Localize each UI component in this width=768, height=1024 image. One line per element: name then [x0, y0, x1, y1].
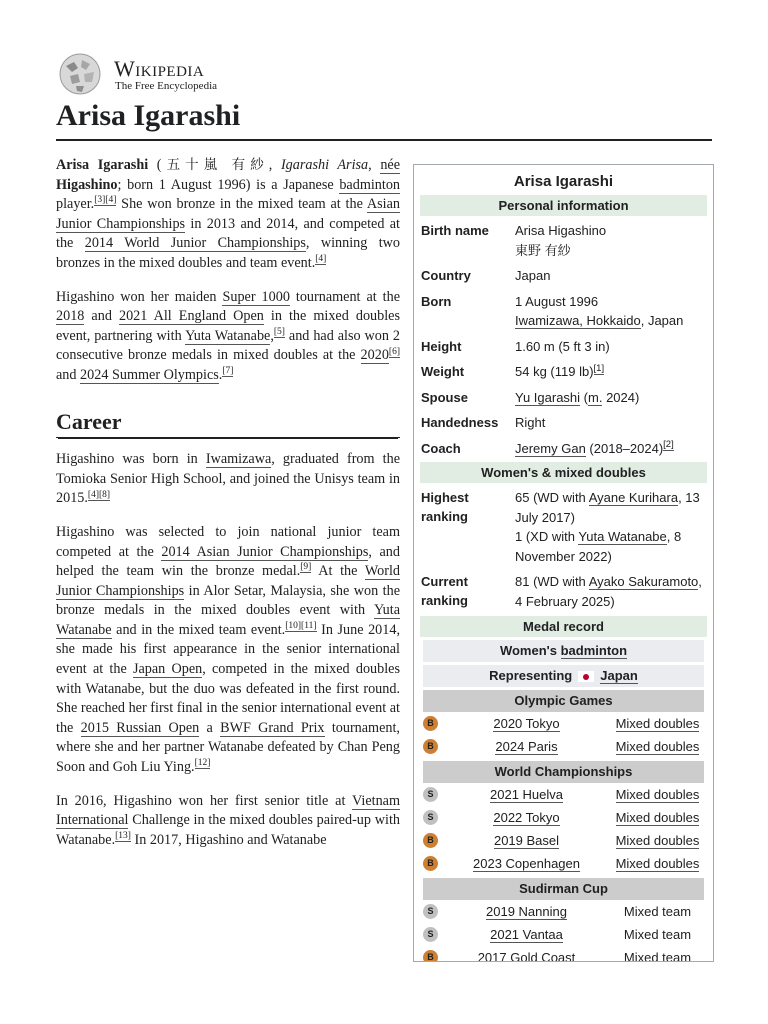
birth-name-value — [515, 221, 705, 260]
text: Challenge in the mixed doubles paired-up with Watanabe. — [56, 812, 400, 848]
text: At the — [311, 563, 365, 580]
coach-value — [515, 439, 705, 459]
silver-medal-icon: S — [423, 904, 438, 919]
bronze-medal-icon: B — [423, 856, 438, 871]
doubles-header: Women's & mixed doubles — [420, 462, 707, 483]
citation[interactable]: [4] — [105, 195, 117, 206]
silver-medal-icon: S — [423, 927, 438, 942]
medal-event-link[interactable]: 2019 Basel — [493, 833, 560, 848]
career-heading: Career — [56, 412, 400, 439]
asian-junior-link[interactable]: Asian Junior Championships — [56, 196, 400, 232]
text: tournament, where she and her partner Watanabe defeated by Chan Peng Soon and Goh Liu Ying. — [56, 719, 400, 776]
page-title: Arisa Igarashi — [56, 97, 712, 141]
career-paragraph-2 — [56, 523, 400, 778]
citation[interactable]: [3] — [94, 195, 106, 206]
weight-row — [420, 359, 707, 385]
citation[interactable]: [11] — [301, 621, 317, 632]
text: in the mixed doubles event, partnering with — [56, 308, 400, 344]
text: , 13 July 2017) — [515, 490, 700, 525]
wikipedia-globe-icon[interactable] — [56, 52, 104, 96]
coach-label: Coach — [421, 440, 461, 456]
medal-event — [442, 927, 611, 942]
text: Higashino was born in — [56, 451, 206, 468]
spouse-label: Spouse — [421, 389, 468, 405]
medal-category — [611, 833, 704, 848]
partner-link[interactable]: Yuta Watanabe — [578, 529, 667, 544]
site-wordmark[interactable]: Wikipedia — [114, 56, 205, 81]
infobox — [413, 164, 714, 962]
japan-link[interactable]: Japan — [600, 668, 638, 683]
highest-ranking-row — [420, 485, 707, 569]
asian-junior-2014-link[interactable]: 2014 Asian Junior Championships — [161, 543, 369, 560]
subject-name: Arisa Igarashi — [56, 157, 149, 173]
height-value: 1.60 m (5 ft 3 in) — [515, 338, 610, 354]
romaji-name: Igarashi Arisa — [280, 157, 369, 173]
text: Higashino won her maiden — [56, 288, 223, 305]
japan-open-link[interactable]: Japan Open — [132, 661, 203, 678]
medal-event — [442, 950, 611, 962]
citation[interactable]: [4] — [315, 254, 327, 265]
medal-event-link[interactable]: 2020 Tokyo — [493, 716, 560, 731]
text: In June 2014, she made his first appearance in the senior international event at the — [56, 621, 400, 678]
russian-open-link[interactable]: 2015 Russian Open — [80, 719, 200, 736]
current-ranking-row — [420, 569, 707, 614]
highest-ranking-wd — [515, 488, 705, 527]
text: Higashino was selected to join national junior team competed at the — [56, 523, 400, 560]
partner-link[interactable]: Ayako Sakuramoto — [588, 574, 699, 589]
representing-row — [423, 665, 704, 687]
medal-event-link[interactable]: 2024 Paris — [495, 739, 558, 754]
medal-category-link[interactable]: Mixed doubles — [615, 787, 700, 802]
text: in 2013 and 2014, and competed at the — [56, 215, 400, 252]
text: a — [199, 719, 221, 736]
grand-prix-link[interactable]: BWF Grand Prix — [220, 719, 325, 736]
citation[interactable]: [9] — [300, 562, 312, 573]
citation[interactable]: [5] — [273, 327, 285, 338]
olympics-2024-link[interactable]: 2024 Summer Olympics — [80, 366, 219, 383]
all-england-link[interactable]: 2021 All England Open — [118, 308, 264, 325]
citation[interactable]: [4] — [87, 489, 99, 500]
height-label: Height — [421, 338, 462, 354]
text: , and helped the team win the bronze medal. — [56, 543, 400, 580]
medal-event — [442, 739, 611, 754]
born-row — [420, 289, 707, 334]
iwamizawa-link[interactable]: Iwamizawa — [205, 451, 272, 468]
handedness-value: Right — [515, 415, 546, 430]
career-paragraph-1 — [56, 450, 400, 509]
super-1000-link[interactable]: Super 1000 — [222, 288, 290, 305]
text: 1 (XD with — [515, 529, 579, 544]
world-junior-link[interactable]: 2014 World Junior Championships — [84, 235, 306, 252]
born-date: 1 August 1996 — [515, 293, 599, 309]
medal-event-link[interactable]: 2023 Copenhagen — [473, 856, 580, 871]
medal-event — [442, 856, 611, 871]
birth-name-label: Birth name — [421, 223, 489, 238]
text: , 4 February 2025) — [515, 574, 702, 609]
text: 65 (WD with — [515, 490, 589, 505]
medal-category — [611, 739, 704, 754]
medal-category-link[interactable]: Mixed doubles — [615, 810, 700, 825]
coach-years: (2018–2024) — [585, 440, 664, 456]
medal-category: Mixed team — [623, 927, 692, 942]
current-ranking-value — [515, 572, 705, 611]
personal-info-header: Personal information — [420, 195, 707, 216]
text: tournament at the — [289, 288, 400, 305]
text: In 2017, Higashino and Watanabe — [130, 831, 327, 848]
medal-category-link[interactable]: Mixed doubles — [615, 856, 700, 871]
nee-link[interactable]: née — [380, 157, 401, 173]
lead-paragraph-2 — [56, 288, 400, 386]
representing-label: Representing — [489, 668, 573, 683]
bronze-medal-icon: B — [423, 716, 438, 731]
sport-header — [423, 640, 704, 662]
medal-category — [611, 716, 704, 731]
text: 81 (WD with — [515, 574, 589, 589]
medal-row — [423, 829, 704, 852]
medal-event-link[interactable]: 2021 Huelva — [490, 787, 563, 802]
birth-surname: Higashino — [56, 176, 118, 193]
text: She won bronze in the mixed team at the — [116, 196, 367, 213]
citation[interactable]: [8] — [99, 489, 111, 500]
site-header — [56, 52, 712, 96]
japanese-name: 五十嵐 有紗 — [161, 157, 269, 173]
lead-paragraph-1: Arisa Igarashi (五十嵐 有紗, Igarashi Arisa, née Higashino; born 1 August 1996) is a Japanese badminton player.[3][4] She won bronze in the mixed team at the Asian Junior Championships in 2013 and 2014, and competed at the 2014 World Junior Championships, winning two bronzes in the mixed doubles and team event.[4] — [56, 157, 401, 271]
highest-ranking-xd — [515, 527, 705, 566]
citation[interactable]: [2] — [663, 439, 674, 451]
medal-row — [423, 712, 704, 735]
medal-row — [423, 900, 704, 923]
handedness-label: Handedness — [421, 415, 499, 430]
coach-link[interactable]: Jeremy Gan — [515, 440, 586, 456]
sudirman-medals — [414, 900, 713, 962]
world-junior-link[interactable]: World Junior Championships — [56, 563, 400, 599]
text: , graduated from the Tomioka Senior High School, and joined the Unisys team in 2015. — [56, 451, 400, 507]
country-label: Country — [421, 268, 471, 283]
medal-category — [611, 856, 704, 871]
medal-category: Mixed team — [623, 950, 692, 962]
weight-value — [515, 362, 705, 382]
medal-category-link[interactable]: Mixed doubles — [615, 716, 700, 731]
text: ; born 1 August 1996) is a Japanese — [117, 176, 334, 193]
text: and in the mixed team event. — [111, 621, 286, 638]
text: and had also won 2 consecutive bronze medals in mixed doubles at the — [56, 327, 400, 364]
worlds-header: World Championships — [423, 761, 704, 783]
highest-ranking-value — [515, 488, 705, 566]
olympics-medals — [414, 712, 713, 758]
country-value: Japan — [515, 268, 551, 283]
bronze-medal-icon: B — [423, 739, 438, 754]
citation[interactable]: [10] — [285, 621, 302, 632]
japan-flag-icon — [578, 671, 594, 682]
spouse-link[interactable]: Yu Igarashi — [515, 389, 581, 405]
medal-category-link[interactable]: Mixed doubles — [615, 833, 700, 848]
medal-event — [442, 787, 611, 802]
medal-row — [423, 852, 704, 875]
bronze-medal-icon: B — [423, 833, 438, 848]
medal-event — [442, 904, 611, 919]
olympics-2020-link[interactable]: 2020 — [360, 347, 389, 364]
coach-row — [420, 436, 707, 462]
weight-label: Weight — [421, 364, 465, 379]
citation[interactable]: [12] — [194, 758, 211, 769]
sudirman-header: Sudirman Cup — [423, 878, 704, 900]
born-city-link[interactable]: Iwamizawa, Hokkaido — [515, 313, 641, 328]
medal-event-link[interactable]: 2017 Gold Coast — [478, 950, 576, 962]
born-label: Born — [421, 293, 452, 309]
medal-row — [423, 735, 704, 758]
silver-medal-icon: S — [423, 810, 438, 825]
handedness-row — [420, 410, 707, 436]
medal-event-link[interactable]: 2022 Tokyo — [493, 810, 560, 825]
born-value — [515, 292, 705, 331]
medal-event-link[interactable]: 2019 Nanning — [486, 904, 567, 919]
married-link[interactable]: m. — [588, 389, 603, 405]
medal-event — [442, 716, 611, 731]
medal-row — [423, 806, 704, 829]
country-row — [420, 263, 707, 289]
text: , — [270, 327, 274, 344]
medal-row — [423, 923, 704, 946]
medal-record-header: Medal record — [420, 616, 707, 637]
year-2018-link[interactable]: 2018 — [56, 308, 85, 325]
spouse-year: 2024) — [602, 389, 640, 405]
text: . — [218, 366, 223, 383]
medal-category — [611, 810, 704, 825]
citation[interactable]: [1] — [593, 362, 605, 374]
medal-category — [611, 787, 704, 802]
birth-name-jp: 東野 有紗 — [515, 242, 571, 258]
height-row — [420, 334, 707, 360]
medal-category: Mixed team — [623, 904, 692, 919]
weight-text: 54 kg (119 lb) — [515, 364, 594, 379]
text: player. — [56, 196, 95, 213]
text: and — [56, 366, 81, 383]
current-ranking-label: Current ranking — [421, 574, 468, 608]
citation[interactable]: [6] — [388, 346, 400, 357]
worlds-medals — [414, 783, 713, 875]
medal-category-link[interactable]: Mixed doubles — [615, 739, 700, 754]
born-country: , Japan — [640, 313, 684, 328]
text: , competed in the mixed doubles with Watanabe, but the duo was defeated in the first round. She reached her first final in the senior international event at the — [56, 661, 400, 736]
text: in Alor Setar, Malaysia, she won the bronze medals in the mixed doubles event with — [56, 582, 400, 619]
birth-name-text: Arisa Higashino — [515, 223, 607, 238]
birth-name-row — [420, 218, 707, 263]
text: In 2016, Higashino won her first senior title at — [56, 792, 352, 809]
yuta-watanabe-link[interactable]: Yuta Watanabe — [185, 327, 271, 344]
silver-medal-icon: S — [423, 787, 438, 802]
bronze-medal-icon: B — [423, 950, 438, 962]
medal-event — [442, 833, 611, 848]
citation[interactable]: [13] — [115, 831, 131, 842]
text: and — [84, 308, 119, 325]
spouse-row — [420, 385, 707, 411]
career-paragraph-3 — [56, 792, 400, 851]
vietnam-international-link[interactable]: Vietnam International — [56, 792, 400, 829]
badminton-link[interactable]: badminton — [339, 176, 401, 193]
partner-link[interactable]: Ayane Kurihara — [588, 490, 679, 505]
article-body — [56, 156, 400, 864]
yuta-watanabe-link[interactable]: Yuta Watanabe — [56, 602, 400, 638]
site-tagline: The Free Encyclopedia — [115, 80, 218, 92]
medal-event — [442, 810, 611, 825]
badminton-link[interactable]: badminton — [560, 643, 628, 658]
spouse-value: Yu Igarashi (m. 2024) — [515, 389, 640, 405]
infobox-title: Arisa Igarashi — [513, 173, 614, 190]
text: , winning two bronzes in the mixed doubles and team event. — [56, 235, 400, 271]
medal-row — [423, 783, 704, 806]
text: Women's — [499, 643, 561, 658]
citation[interactable]: [7] — [222, 366, 234, 377]
medal-row — [423, 946, 704, 962]
medal-event-link[interactable]: 2021 Vantaa — [490, 927, 563, 942]
highest-ranking-label: Highest ranking — [421, 490, 469, 524]
text: , 8 November 2022) — [515, 529, 682, 564]
olympics-header: Olympic Games — [423, 690, 704, 712]
